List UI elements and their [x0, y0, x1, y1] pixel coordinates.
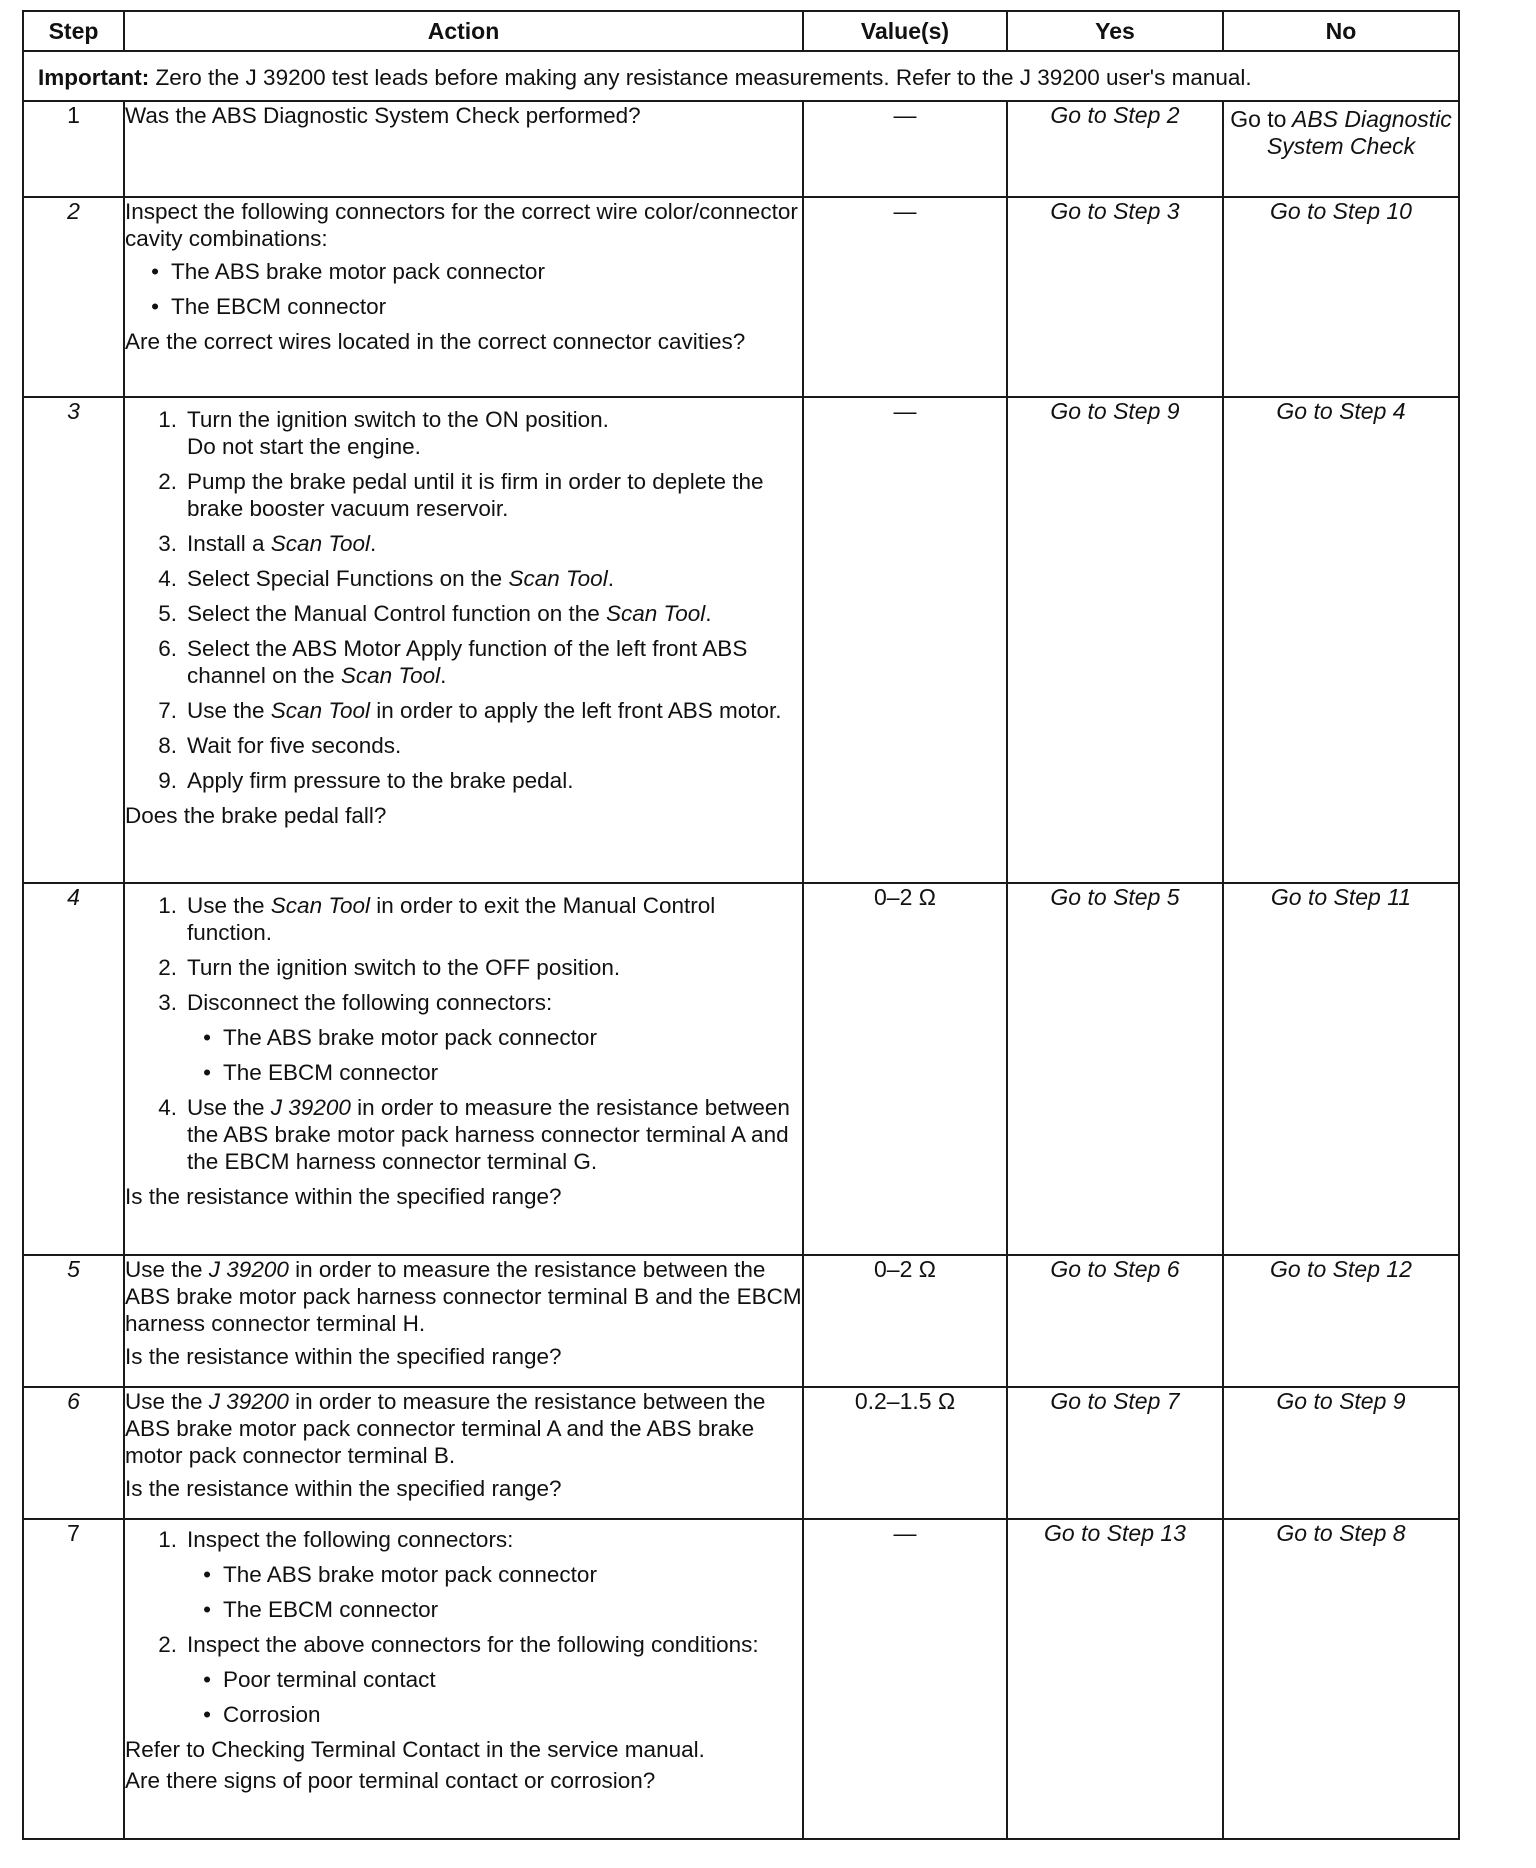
- no-result: [1223, 101, 1459, 197]
- action-question: Does the brake pedal fall?: [125, 803, 387, 828]
- list-item: 1. Turn the ignition switch to the ON position. Do not start the engine.: [158, 407, 609, 459]
- action-question: Is the resistance within the specified range?: [125, 1344, 562, 1369]
- list-item: 3. Install a Scan Tool.: [158, 531, 377, 556]
- header-action: Action: [124, 11, 803, 51]
- procedure-list: [125, 1526, 802, 1728]
- step-action: [124, 1387, 803, 1519]
- action-question: Was the ABS Diagnostic System Check performed?: [125, 103, 641, 128]
- no-reference: ABS Diagnostic System Check: [1266, 106, 1452, 159]
- step-row-1: [23, 101, 1459, 197]
- condition-list: [187, 1666, 802, 1728]
- list-item: 6. Select the ABS Motor Apply function of the left front ABS channel on the Scan Tool.: [158, 636, 748, 688]
- list-item: • The ABS brake motor pack connector: [203, 1025, 597, 1050]
- list-item: • Corrosion: [203, 1702, 321, 1727]
- step-number: 3: [23, 397, 124, 883]
- step-action: [124, 101, 803, 197]
- list-item: 1. Inspect the following connectors: • The ABS brake motor pack connector • The EBCM connector: [125, 1526, 802, 1623]
- no-prefix: Go to: [1230, 106, 1287, 132]
- action-refer: Refer to Checking Terminal Contact in the service manual.: [125, 1737, 705, 1762]
- yes-result: Go to Step 13: [1007, 1519, 1223, 1839]
- important-label: Important:: [38, 65, 150, 90]
- step-value: 0–2 Ω: [803, 1255, 1007, 1387]
- list-item: 2. Inspect the above connectors for the following conditions: • Poor terminal contact • Corrosion: [125, 1631, 802, 1728]
- step-row-2: [23, 197, 1459, 397]
- list-item: • The EBCM connector: [151, 294, 387, 319]
- step-action: [124, 197, 803, 397]
- step-value: —: [803, 1519, 1007, 1839]
- list-item: 2. Pump the brake pedal until it is firm in order to deplete the brake booster vacuum reservoir.: [158, 469, 764, 521]
- list-item: 1. Use the Scan Tool in order to exit the Manual Control function.: [158, 893, 716, 945]
- list-item: • The EBCM connector: [203, 1597, 439, 1622]
- action-intro: Inspect the following connectors for the correct wire color/connector cavity combinations:: [125, 199, 798, 251]
- action-question: Is the resistance within the specified range?: [125, 1476, 562, 1501]
- list-item: 4. Select Special Functions on the Scan Tool.: [158, 566, 614, 591]
- step-action: [124, 883, 803, 1255]
- list-item: 8. Wait for five seconds.: [158, 733, 402, 758]
- connector-list: [187, 1561, 802, 1623]
- no-result: Go to Step 12: [1223, 1255, 1459, 1387]
- connector-list: [125, 258, 802, 320]
- step-value: —: [803, 101, 1007, 197]
- step-number: 6: [23, 1387, 124, 1519]
- diagnostic-table: [22, 10, 1460, 1840]
- action-question: Are there signs of poor terminal contact or corrosion?: [125, 1768, 656, 1793]
- list-item: 3. Disconnect the following connectors: • The ABS brake motor pack connector • The EBCM connector: [125, 989, 802, 1086]
- step-number: 4: [23, 883, 124, 1255]
- step-action: [124, 1519, 803, 1839]
- yes-result: Go to Step 2: [1007, 101, 1223, 197]
- yes-result: Go to Step 6: [1007, 1255, 1223, 1387]
- step-value: —: [803, 197, 1007, 397]
- action-question: Is the resistance within the specified range?: [125, 1184, 562, 1209]
- header-no: No: [1223, 11, 1459, 51]
- yes-result: Go to Step 9: [1007, 397, 1223, 883]
- yes-result: Go to Step 3: [1007, 197, 1223, 397]
- no-result: Go to Step 4: [1223, 397, 1459, 883]
- important-text: Zero the J 39200 test leads before making any resistance measurements. Refer to the J 39200 user's manual.: [155, 65, 1252, 90]
- no-result: Go to Step 9: [1223, 1387, 1459, 1519]
- step-value: 0.2–1.5 Ω: [803, 1387, 1007, 1519]
- step-row-7: [23, 1519, 1459, 1839]
- procedure-list: [125, 406, 802, 794]
- header-values: Value(s): [803, 11, 1007, 51]
- list-item: • Poor terminal contact: [203, 1667, 436, 1692]
- action-text: Use the J 39200 in order to measure the resistance between the ABS brake motor pack harness connector terminal B and the EBCM harness connector terminal H.: [125, 1257, 802, 1336]
- list-item: 5. Select the Manual Control function on the Scan Tool.: [158, 601, 712, 626]
- list-item: • The ABS brake motor pack connector: [203, 1562, 597, 1587]
- yes-result: Go to Step 5: [1007, 883, 1223, 1255]
- step-number: 7: [23, 1519, 124, 1839]
- important-note: [23, 51, 1459, 101]
- step-row-5: [23, 1255, 1459, 1387]
- step-number: 5: [23, 1255, 124, 1387]
- step-row-6: [23, 1387, 1459, 1519]
- header-yes: Yes: [1007, 11, 1223, 51]
- step-row-3: [23, 397, 1459, 883]
- header-row: [23, 11, 1459, 51]
- step-action: [124, 1255, 803, 1387]
- list-item: 2. Turn the ignition switch to the OFF position.: [158, 955, 621, 980]
- no-result: Go to Step 8: [1223, 1519, 1459, 1839]
- yes-result: Go to Step 7: [1007, 1387, 1223, 1519]
- list-item: 9. Apply firm pressure to the brake pedal.: [158, 768, 574, 793]
- action-text: Use the J 39200 in order to measure the resistance between the ABS brake motor pack connector terminal A and the ABS brake motor pack connector terminal B.: [125, 1389, 766, 1468]
- step-value: —: [803, 397, 1007, 883]
- connector-list: [187, 1024, 802, 1086]
- step-action: [124, 397, 803, 883]
- no-result: Go to Step 11: [1223, 883, 1459, 1255]
- list-item: • The ABS brake motor pack connector: [151, 259, 545, 284]
- procedure-list: [125, 892, 802, 1175]
- header-step: Step: [23, 11, 124, 51]
- step-value: 0–2 Ω: [803, 883, 1007, 1255]
- step-row-4: [23, 883, 1459, 1255]
- no-result: Go to Step 10: [1223, 197, 1459, 397]
- important-note-row: [23, 51, 1459, 101]
- step-number: 1: [23, 101, 124, 197]
- step-number: 2: [23, 197, 124, 397]
- list-item: 7. Use the Scan Tool in order to apply the left front ABS motor.: [158, 698, 782, 723]
- action-question: Are the correct wires located in the correct connector cavities?: [125, 329, 746, 354]
- list-item: 4. Use the J 39200 in order to measure the resistance between the ABS brake motor pack harness connector terminal A and the EBCM harness connector terminal G.: [158, 1095, 790, 1174]
- list-item: • The EBCM connector: [203, 1060, 439, 1085]
